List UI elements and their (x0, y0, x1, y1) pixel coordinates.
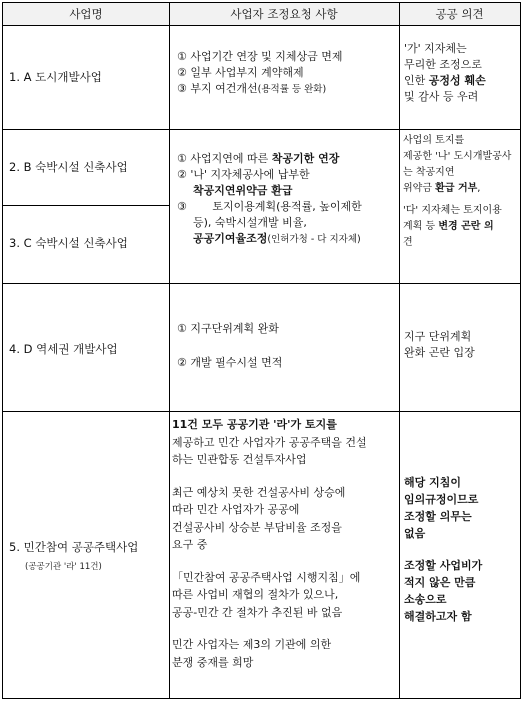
divider (3, 129, 520, 130)
adjustment-table (2, 2, 521, 699)
project-name-b: 2. B 숙박시설 신축사업 (9, 160, 128, 174)
divider (3, 205, 169, 206)
request-list-d (177, 321, 282, 371)
list-item: ③ 토지이용계획(용적률, 높이제한 (177, 200, 362, 213)
request-list-bc: ① 사업지연에 따른 착공기한 연장 ② '나' 지자체공사에 납부한 착공지연위약금 환급 ③ 토지이용계획(용적률, 높이제한 등), 숙박시설개발 비율, 공공기여율조정(인허가청 - 다 지자체) (177, 152, 362, 245)
list-item: ③ 부지 여건개선(용적률 등 완화) (177, 82, 327, 95)
list-item: ② '나' 지자체공사에 납부한 (177, 168, 310, 181)
project-name-a: 1. A 도시개발사업 (9, 70, 102, 84)
list-item: ① 사업기간 연장 및 지체상금 면제 (177, 50, 343, 63)
divider (3, 25, 520, 26)
divider (3, 283, 520, 284)
project-name-d: 4. D 역세권 개발사업 (9, 342, 118, 356)
divider (169, 3, 170, 698)
opinion-d: 지구 단위계획 완화 곤란 입장 (404, 330, 475, 359)
list-item: ② 일부 사업부지 계약해제 (177, 66, 304, 79)
opinion-bc: 사업의 토지를 제공한 '나' 도시개발공사 는 착공지연 위약금 환급 거부, '다' 지자체는 토지이용 계획 등 변경 곤란 의 견 (403, 135, 512, 248)
request-list-a (177, 49, 343, 98)
list-item: ① 사업지연에 따른 착공기한 연장 (177, 152, 340, 165)
opinion-5: 해당 지침이 임의규정이므로 조정할 의무는 없음 조정할 사업비가 적지 않은 만큼 소송으로 해결하고자 함 (404, 476, 483, 623)
header-project-name: 사업명 (69, 7, 103, 21)
project-name-c: 3. C 숙박시설 신축사업 (9, 236, 128, 250)
divider (399, 3, 400, 698)
list-item: ① 지구단위계획 완화 (177, 322, 279, 335)
project-name-5: 5. 민간참여 공공주택사업 (9, 540, 139, 554)
project-sub: (공공기관 '라' 11건) (25, 562, 102, 572)
request-text-5: 11건 모두 공공기관 '라'가 토지를 제공하고 민간 사업자가 공공주택을 건설 하는 민관합동 건설투자사업 최근 예상치 못한 건설공사비 상승에 따라 민간 사업자가 공공에 건설공사비 상승분 부담비율 조정을 요구 중 「민간참여 공공주택사업 시행지침」에 따른 사업비 재협의 절차가 있으나, 공공-민간 간 절차가 추진된 바 없음 민간 사업자는 제3의 기관에 의한 분쟁 중재를 희망 (172, 418, 367, 669)
header-requests: 사업자 조정요청 사항 (230, 7, 338, 21)
list-item: ② 개발 필수시설 면적 (177, 356, 283, 369)
divider (3, 411, 520, 412)
opinion-a: '가' 지자체는 무리한 조정으로 인한 공정성 훼손 및 감사 등 우려 (404, 42, 486, 103)
header-public-opinion: 공공 의견 (435, 7, 484, 21)
